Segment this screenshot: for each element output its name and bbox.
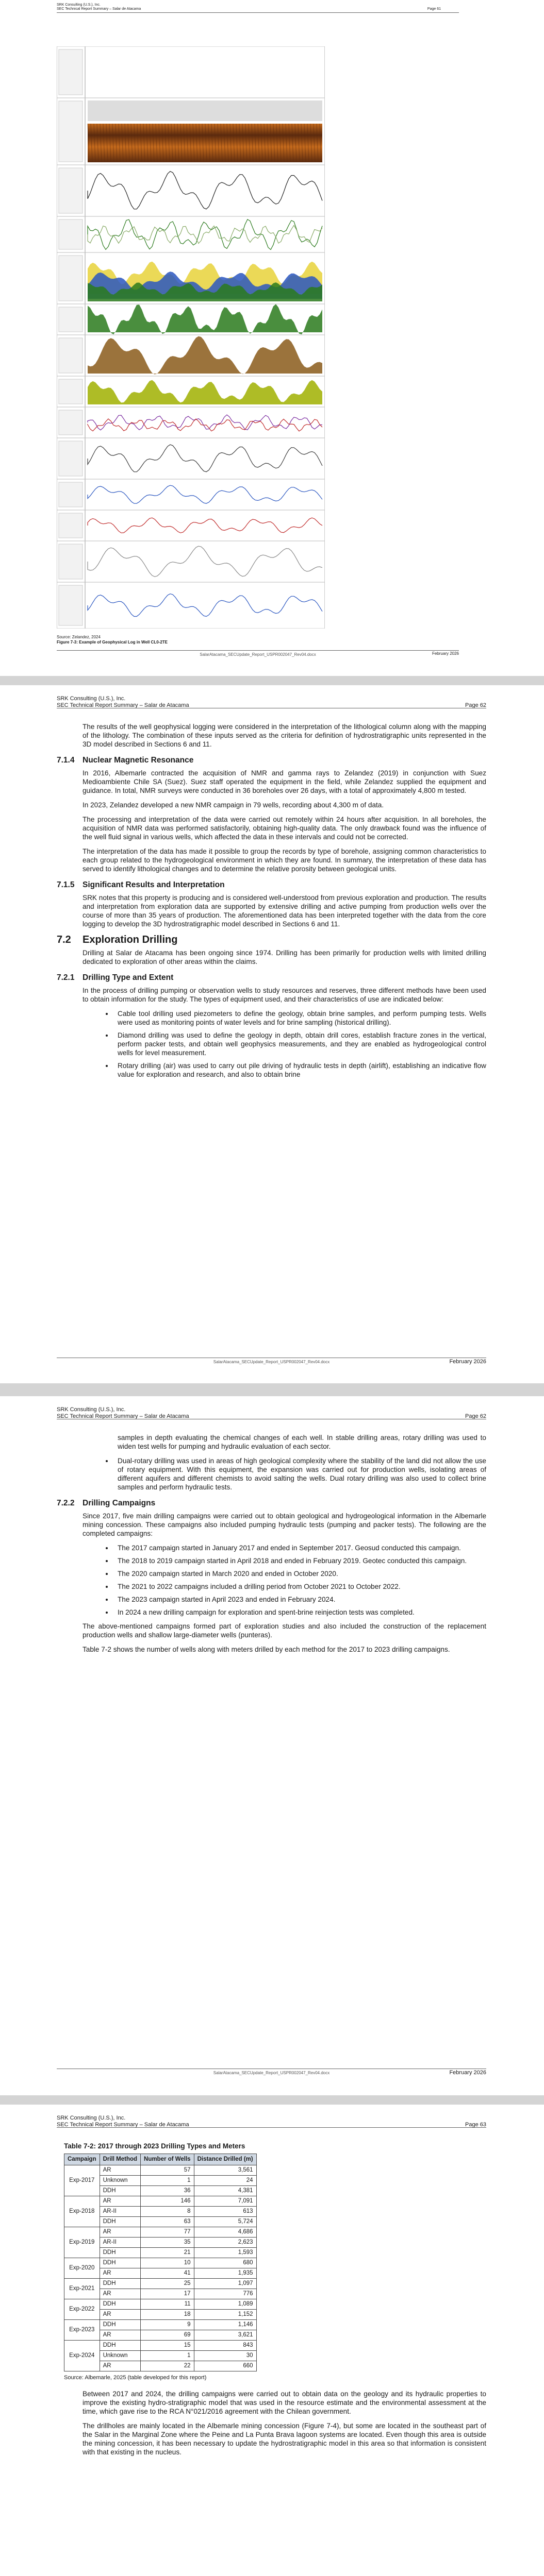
distance-cell: 843 (194, 2341, 256, 2351)
wells-cell: 1 (141, 2176, 194, 2186)
distance-cell: 3,561 (194, 2165, 256, 2176)
paragraph: The interpretation of the data has made it possible to group the records by type of borehole, assigning common characteristics to each group related to the hydrogeological environment in which they are found. In summary, the interpretation of these data has served to identify lithological changes and to determine the relative porosity between geological units. (83, 848, 486, 873)
section-heading-7-2-1: 7.2.1 Drilling Type and Extent (57, 973, 174, 982)
track-label-box (59, 544, 83, 579)
drilling-methods-list-cont (57, 1456, 486, 1492)
list-item: • The 2017 campaign started in January 2017 and ended in September 2017. Geosud conducted this campaign. (113, 1544, 486, 1552)
page-header (57, 696, 486, 709)
page-62 (0, 685, 544, 1383)
wells-cell: 77 (141, 2227, 194, 2238)
wells-cell: 57 (141, 2165, 194, 2176)
paragraph: Drilling at Salar de Atacama has been ongoing since 1974. Drilling has been primarily for production wells with limited drilling dedicated to exploration of other areas within the claims. (83, 949, 486, 965)
image-strip-light (88, 100, 322, 121)
footer-filename: SalarAtacama_SECUpdate_Report_USPR002047_Rev04.docx (200, 652, 316, 657)
wells-cell: 41 (141, 2268, 194, 2279)
page-63-body (57, 2142, 486, 2462)
wells-cell: 22 (141, 2361, 194, 2371)
list-item: • The 2018 to 2019 campaign started in April 2018 and ended in February 2019. Geotec conducted this campaign. (113, 1556, 486, 1565)
distance-cell: 776 (194, 2289, 256, 2299)
page-63 (0, 2105, 544, 2576)
distance-cell: 4,686 (194, 2227, 256, 2238)
page-footer (57, 2069, 486, 2075)
company-name: SRK Consulting (U.S.), Inc. (57, 2115, 126, 2121)
drill-method-cell: AR (100, 2268, 140, 2279)
list-item: • In 2024 a new drilling campaign for exploration and spent-brine reinjection tests was completed. (113, 1608, 486, 1617)
wells-cell: 18 (141, 2310, 194, 2320)
table-source: Source: Albemarle, 2025 (table developed for this report) (64, 2375, 207, 2381)
drill-method-cell: AR (100, 2165, 140, 2176)
track-label-box (59, 338, 83, 373)
table-header-row (64, 2154, 257, 2165)
table-header-cell: Campaign (64, 2154, 100, 2165)
list-item: • Diamond drilling was used to define the geology in depth, obtain drill cores, establish fracture zones in the vertical, perform packer tests, and obtain well geophysics measurements, and they are enabled as hydrogeological control wells for level measurement. (113, 1031, 486, 1057)
drill-method-cell: Unknown (100, 2351, 140, 2361)
campaign-cell: Exp-2021 (64, 2279, 100, 2299)
campaign-cell: Exp-2022 (64, 2299, 100, 2320)
footer-filename: SalarAtacama_SECUpdate_Report_USPR002047_Rev04.docx (213, 1360, 330, 1364)
campaign-cell: Exp-2024 (64, 2341, 100, 2371)
footer-date: February 2026 (449, 2070, 486, 2076)
wells-cell: 25 (141, 2279, 194, 2289)
wells-cell: 63 (141, 2217, 194, 2227)
list-item: • The 2021 to 2022 campaigns included a drilling period from October 2021 to October 2022. (113, 1582, 486, 1591)
header-rule (57, 12, 459, 13)
wells-cell: 36 (141, 2186, 194, 2196)
page-header (57, 3, 441, 11)
list-item: • Dual-rotary drilling was used in areas of high geological complexity where the stability of the land did not allow the use of rotary equipment. With this equipment, the expansion was carried out for production wells, isolating areas of different aquifers and different chemists to avoid salting the wells. Dual rotary drilling was also used to collect brine samples and perform hydraulic tests. (113, 1456, 486, 1492)
section-heading-7-2: 7.2 Exploration Drilling (57, 934, 178, 945)
list-item: • The 2023 campaign started in April 2023 and ended in February 2024. (113, 1595, 486, 1604)
table-row (64, 2227, 257, 2238)
drill-method-cell: DDH (100, 2258, 140, 2268)
track-label-box (59, 219, 83, 249)
company-name: SRK Consulting (U.S.), Inc. (57, 696, 126, 702)
table-row (64, 2320, 257, 2330)
page-62b-body (57, 1433, 486, 1659)
wells-cell: 10 (141, 2258, 194, 2268)
drilling-methods-list (57, 1009, 486, 1079)
track-label-box (59, 585, 83, 625)
paragraph: samples in depth evaluating the chemical changes of each well. In stable drilling areas, rotary drilling was used to widen test wells for pumping and hydraulic evaluation of each sector. (118, 1434, 486, 1450)
drill-method-cell: AR (100, 2361, 140, 2371)
table-row (64, 2341, 257, 2351)
section-heading-7-1-5: 7.1.5 Significant Results and Interpretation (57, 880, 225, 889)
distance-cell: 7,091 (194, 2196, 256, 2207)
wells-cell: 17 (141, 2289, 194, 2299)
drill-method-cell: AR (100, 2227, 140, 2238)
distance-cell: 24 (194, 2176, 256, 2186)
distance-cell: 1,097 (194, 2279, 256, 2289)
track-label-box (59, 168, 83, 213)
paragraph: The drillholes are mainly located in the Albemarle mining concession (Figure 7-4), but some are located in the southeast part of the Salar in the Marginal Zone where the Peine and La Punta Brava lagoon systems are located. Even though this area is outside the mining concession, it has been necessary to update the hydrostratigraphic model in this area so that information is consistent with that existing in the nucleus. (83, 2422, 486, 2456)
campaign-list (57, 1544, 486, 1617)
paragraph: In 2023, Zelandez developed a new NMR campaign in 79 wells, recording about 4,300 m of data. (83, 801, 384, 809)
report-title: SEC Technical Report Summary – Salar de Atacama (57, 7, 141, 11)
campaign-cell: Exp-2020 (64, 2258, 100, 2279)
distance-cell: 1,146 (194, 2320, 256, 2330)
campaign-cell: Exp-2017 (64, 2165, 100, 2196)
page-number: Page 61 (427, 7, 441, 11)
table-row (64, 2299, 257, 2310)
figure-source: Source: Zelandez, 2024 (57, 635, 101, 639)
page-number: Page 62 (465, 1413, 486, 1419)
paragraph: In 2016, Albemarle contracted the acquisition of NMR and gamma rays to Zelandez (2019) in conjunction with Suez Medioambiente Chile SA (Suez). Suez staff operated the equipment in the field, while Zelandez supplied the equipment and guidance. In total, NMR surveys were conducted in 36 boreholes over 26 days, with a total of approximately 4,800 m tested. (83, 769, 486, 794)
distance-cell: 660 (194, 2361, 256, 2371)
paragraph: Since 2017, five main drilling campaigns were carried out to obtain geological and hydrogeological information in the Albemarle mining concession. These campaigns also included pumping hydraulic tests (pumping and packer tests). The following are the completed campaigns: (83, 1512, 486, 1537)
paragraph: Between 2017 and 2024, the drilling campaigns were carried out to obtain data on the geology and its hydraulic properties to improve the existing hydro-stratigraphic model that was used in the resource estimate and the environmental assessment at the time, which gave rise to the RCA N°021/2016 agreement with the Chilean government. (83, 2390, 486, 2415)
wells-cell: 35 (141, 2238, 194, 2248)
section-heading-7-1-4: 7.1.4 Nuclear Magnetic Resonance (57, 756, 194, 765)
distance-cell: 613 (194, 2207, 256, 2217)
paragraph: Table 7-2 shows the number of wells along with meters drilled by each method for the 2017 to 2023 drilling campaigns. (83, 1646, 450, 1653)
wells-cell: 21 (141, 2248, 194, 2258)
paragraph: In the process of drilling pumping or observation wells to study resources and reserves, three different methods have been used to obtain information for the study. The types of equipment used, and their characteristics of use are indicated below: (83, 987, 486, 1003)
wells-cell: 9 (141, 2320, 194, 2330)
header-rule (57, 2127, 486, 2128)
drill-method-cell: AR (100, 2310, 140, 2320)
page-header (57, 1406, 486, 1420)
page-footer (57, 650, 459, 657)
track-label-box (59, 101, 83, 162)
drill-method-cell: AR (100, 2330, 140, 2341)
paragraph: SRK notes that this property is producing and is considered well-understood from previous exploration and production. The results and interpretation from exploration data are supported by extensive drilling and active pumping from production wells over the course of more than 35 years of production. The aforementioned data has been interpreted together with the data from the core logging to develop the 3D hydrostratigraphic model described in Sections 6 and 11. (83, 894, 486, 928)
drill-method-cell: AR-II (100, 2207, 140, 2217)
paragraph: The results of the well geophysical logging were considered in the interpretation of the lithological column along with the mapping of the lithology. The combination of these inputs served as the criteria for definition of hydrostratigraphic units represented in the 3D model described in Sections 6 and 11. (83, 723, 486, 748)
page-62-body (57, 722, 486, 1084)
drill-method-cell: AR (100, 2196, 140, 2207)
track-label-box (59, 49, 83, 95)
track-label-box (59, 441, 83, 476)
table-header-cell: Number of Wells (141, 2154, 194, 2165)
distance-cell: 1,935 (194, 2268, 256, 2279)
list-item: • Rotary drilling (air) was used to carry out pile driving of hydraulic tests in depth (airlift), establishing an indicative flow value for exploration and research, and also to obtain brine (113, 1061, 486, 1079)
footer-date: February 2026 (449, 1359, 486, 1365)
distance-cell: 5,724 (194, 2217, 256, 2227)
report-title: SEC Technical Report Summary – Salar de Atacama (57, 1413, 189, 1419)
report-title: SEC Technical Report Summary – Salar de Atacama (57, 702, 189, 708)
track-label-box (59, 379, 83, 404)
distance-cell: 1,152 (194, 2310, 256, 2320)
geophysical-log-figure (57, 46, 325, 629)
wells-cell: 15 (141, 2341, 194, 2351)
table-header-cell: Drill Method (100, 2154, 140, 2165)
section-heading-7-2-2: 7.2.2 Drilling Campaigns (57, 1499, 156, 1507)
distance-cell: 3,621 (194, 2330, 256, 2341)
drill-method-cell: DDH (100, 2248, 140, 2258)
page-footer (57, 1358, 486, 1364)
drill-method-cell: AR (100, 2289, 140, 2299)
table-row (64, 2165, 257, 2176)
distance-cell: 1,593 (194, 2248, 256, 2258)
drill-method-cell: DDH (100, 2279, 140, 2289)
wells-cell: 146 (141, 2196, 194, 2207)
distance-cell: 2,623 (194, 2238, 256, 2248)
track-label-box (59, 256, 83, 301)
drill-method-cell: DDH (100, 2217, 140, 2227)
wells-cell: 1 (141, 2351, 194, 2361)
drill-method-cell: DDH (100, 2299, 140, 2310)
page-62b (0, 1396, 544, 2095)
paragraph: The processing and interpretation of the data were carried out remotely within 24 hours after acquisition. In all boreholes, the acquisition of NMR data was performed satisfactorily, obtaining high-quality data. The only drawback found was the influence of the well fluid signal in various wells, which affected the data in these intervals and could not be corrected. (83, 816, 486, 841)
campaign-cell: Exp-2019 (64, 2227, 100, 2258)
page-header (57, 2115, 486, 2128)
wells-cell: 11 (141, 2299, 194, 2310)
drill-method-cell: Unknown (100, 2176, 140, 2186)
company-name: SRK Consulting (U.S.), Inc. (57, 3, 101, 7)
table-row (64, 2279, 257, 2289)
table-row (64, 2196, 257, 2207)
wells-cell: 69 (141, 2330, 194, 2341)
list-item: • The 2020 campaign started in March 2020 and ended in October 2020. (113, 1569, 486, 1578)
distance-cell: 30 (194, 2351, 256, 2361)
report-title: SEC Technical Report Summary – Salar de Atacama (57, 2122, 189, 2128)
drill-method-cell: DDH (100, 2341, 140, 2351)
figure-caption: Figure 7-3: Example of Geophysical Log in Well CL0-2TE (57, 640, 168, 645)
distance-cell: 1,089 (194, 2299, 256, 2310)
drill-method-cell: DDH (100, 2320, 140, 2330)
footer-date: February 2026 (432, 651, 459, 656)
paragraph: The above-mentioned campaigns formed part of exploration studies and also included the construction of the replacement production wells and shallow large-diameter wells (punteras). (83, 1622, 486, 1639)
campaign-cell: Exp-2023 (64, 2320, 100, 2341)
drill-method-cell: AR-II (100, 2238, 140, 2248)
table-row (64, 2258, 257, 2268)
distance-cell: 4,381 (194, 2186, 256, 2196)
list-item: • Cable tool drilling used piezometers to define the geology, obtain brine samples, and perform pumping tests. Wells were used as monitoring points of water levels and for brine sampling (historical drilling). (113, 1009, 486, 1027)
drilling-table (64, 2154, 257, 2371)
geophysical-log-graphic (57, 46, 325, 629)
table-title: Table 7-2: 2017 through 2023 Drilling Types and Meters (64, 2142, 245, 2150)
page-number: Page 63 (465, 2122, 486, 2128)
track-label-box (59, 482, 83, 507)
track-label-box (59, 513, 83, 538)
track-label-box (59, 410, 83, 435)
company-name: SRK Consulting (U.S.), Inc. (57, 1406, 126, 1413)
table-header-cell: Distance Drilled (m) (194, 2154, 256, 2165)
track-label-box (59, 307, 83, 332)
distance-cell: 680 (194, 2258, 256, 2268)
page-number: Page 62 (465, 702, 486, 708)
footer-filename: SalarAtacama_SECUpdate_Report_USPR002047_Rev04.docx (213, 2071, 330, 2075)
drill-method-cell: DDH (100, 2186, 140, 2196)
page-61 (0, 0, 544, 676)
campaign-cell: Exp-2018 (64, 2196, 100, 2227)
wells-cell: 8 (141, 2207, 194, 2217)
